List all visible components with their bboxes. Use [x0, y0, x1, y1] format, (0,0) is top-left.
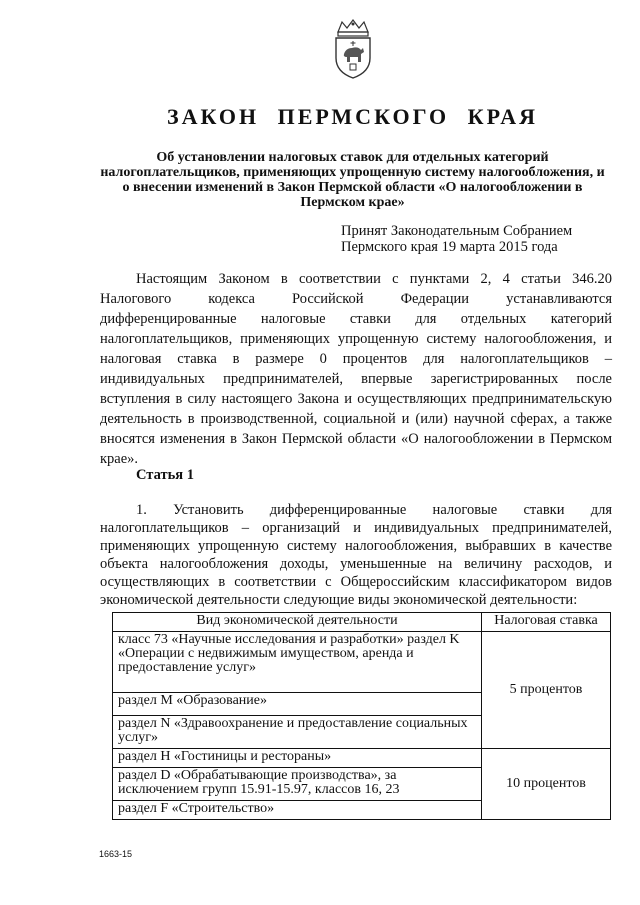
rate-cell: 5 процентов	[482, 632, 611, 749]
activity-cell: раздел F «Строительство»	[113, 801, 482, 820]
rate-cell: 10 процентов	[482, 749, 611, 820]
activity-cell: раздел D «Обрабатывающие производства», за исключением групп 15.91-15.97, классов 16, 23	[113, 768, 482, 801]
table-header-row	[113, 613, 611, 632]
table-row	[113, 749, 611, 768]
column-header-activity: Вид экономической деятельности	[113, 613, 482, 632]
activity-cell: раздел N «Здравоохранение и предоставление социальных услуг»	[113, 716, 482, 749]
adoption-line-2: Пермского края 19 марта 2015 года	[341, 239, 558, 255]
law-title: ЗАКОН ПЕРМСКОГО КРАЯ	[166, 104, 539, 129]
document-code: 1663-15	[99, 849, 133, 859]
column-header-rate: Налоговая ставка	[482, 613, 611, 632]
table-row	[113, 632, 611, 693]
adoption-info	[341, 223, 621, 255]
activity-cell: раздел M «Образование»	[113, 693, 482, 716]
article-paragraph: 1. Установить дифференцированные налоговые ставки для налогоплательщиков – организаций и индивидуальных предпринимателей, применяющих упрощенную систему налогообложения, выбравших в качестве объекта налогообложения доходы, уменьшенные на величину расходов, и осуществляющих в соответствии с Общероссийским классификатором видов экономической деятельности следующие виды экономической деятельности:	[100, 502, 612, 608]
adoption-line-1: Принят Законодательным Собранием	[341, 223, 573, 239]
activity-cell: раздел H «Гостиницы и рестораны»	[113, 749, 482, 768]
preamble-paragraph: Настоящим Законом в соответствии с пунктами 2, 4 статьи 346.20 Налогового кодекса Российской Федерации устанавливаются дифференцированные налоговые ставки для отдельных категорий налогоплательщиков, применяющих упрощенную систему налогообложения, и налоговая ставка в размере 0 процентов для налогоплательщиков – индивидуальных предпринимателей, впервые зарегистрированных после вступления в силу настоящего Закона и осуществляющих предпринимательскую деятельность в производственной, социальной и (или) научной сферах, а также вносятся изменения в Закон Пермской области «О налогообложении в Пермском крае».	[100, 271, 612, 467]
activity-cell: класс 73 «Научные исследования и разработки» раздел K «Операции с недвижимым имуществом, аренда и предоставление услуг»	[113, 632, 482, 693]
tax-rate-table	[112, 612, 611, 820]
law-subtitle: Об установлении налоговых ставок для отдельных категорий налогоплательщиков, применяющих упрощенную систему налогообложения, и о внесении изменений в Закон Пермской области «О налогообложении в Пермском крае»	[100, 150, 605, 210]
perm-krai-coat-of-arms-icon	[328, 18, 378, 80]
article-heading: Статья 1	[136, 467, 194, 483]
